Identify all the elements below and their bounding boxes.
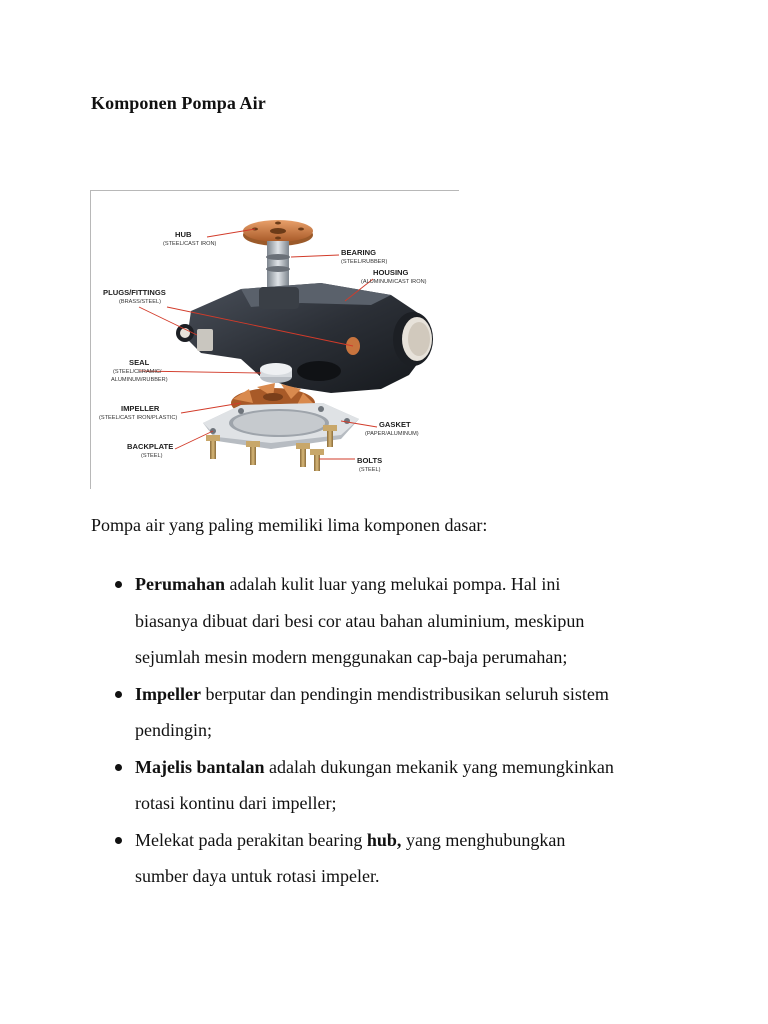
list-item (91, 566, 691, 676)
list-item (91, 822, 691, 895)
label-housing-material: (ALUMINUM/CAST IRON) (361, 279, 427, 285)
item-text: berputar dan pendingin mendistribusikan seluruh sistem (200, 683, 609, 704)
label-housing (361, 268, 427, 285)
label-plugs-name: PLUGS/FITTINGS (103, 288, 166, 297)
label-seal-material-2: ALUMINUM/RUBBER) (111, 377, 168, 383)
label-impeller-name: IMPELLER (121, 404, 160, 413)
water-pump-diagram (90, 190, 459, 489)
seal-part (260, 363, 292, 383)
bearing-part (266, 241, 290, 287)
label-bolts (357, 456, 382, 473)
term-hub: hub, (366, 829, 402, 850)
label-hub-name: HUB (175, 230, 192, 239)
item-text-line-2: rotasi kontinu dari impeller; (135, 793, 337, 813)
label-seal-material-1: (STEEL/CERAMIC/ (113, 369, 162, 375)
label-bolts-material: (STEEL) (359, 467, 381, 473)
label-gasket-name: GASKET (379, 420, 411, 429)
list-item (91, 749, 691, 822)
label-impeller-material: (STEEL/CAST IRON/PLASTIC) (99, 415, 178, 421)
label-bearing-name: BEARING (341, 248, 377, 257)
term-majelis-bantalan: Majelis bantalan (135, 756, 265, 777)
term-perumahan: Perumahan (135, 574, 225, 594)
label-housing-name: HOUSING (373, 268, 409, 277)
label-gasket (365, 420, 419, 437)
item-text-line-2: biasanya dibuat dari besi cor atau bahan aluminium, meskipun (135, 610, 585, 631)
label-backplate-material: (STEEL) (141, 453, 163, 459)
label-bearing-material: (STEEL/RUBBER) (341, 259, 388, 265)
component-list (91, 566, 691, 895)
label-hub (163, 230, 216, 247)
item-text-line-2: pendingin; (135, 720, 212, 740)
bullet-icon (115, 691, 122, 698)
label-seal-name: SEAL (129, 358, 150, 367)
label-bolts-name: BOLTS (357, 456, 383, 465)
term-impeller: Impeller (135, 683, 201, 704)
water-pump-illustration (91, 191, 459, 489)
label-seal (111, 358, 168, 383)
housing-part (176, 283, 433, 393)
label-plugs-material: (BRASS/STEEL) (119, 299, 161, 305)
item-text: adalah dukungan mekanik yang memungkinkan (264, 756, 614, 777)
label-hub-material: (STEEL/CAST IRON) (163, 241, 217, 247)
item-text-line-2: sumber daya untuk rotasi impeler. (135, 866, 380, 886)
label-backplate-name: BACKPLATE (127, 442, 174, 451)
label-gasket-material: (PAPER/ALUMINUM) (365, 431, 419, 437)
item-text: adalah kulit luar yang melukai pompa. Hal ini (225, 574, 561, 594)
intro-paragraph: Pompa air yang paling memiliki lima komponen dasar: (91, 515, 488, 535)
list-item (91, 676, 691, 749)
bullet-icon (115, 764, 122, 771)
bullet-icon (115, 581, 122, 588)
page-title: Komponen Pompa Air (91, 93, 266, 113)
item-text-pre: Melekat pada perakitan bearing (135, 829, 367, 850)
label-bearing (341, 248, 387, 265)
label-backplate (127, 442, 173, 459)
bullet-icon (115, 837, 122, 844)
item-text: yang menghubungkan (401, 829, 566, 850)
label-plugs (103, 288, 166, 305)
label-impeller (99, 404, 177, 421)
item-text-line-3: sejumlah mesin modern menggunakan cap-baja perumahan; (135, 647, 568, 667)
